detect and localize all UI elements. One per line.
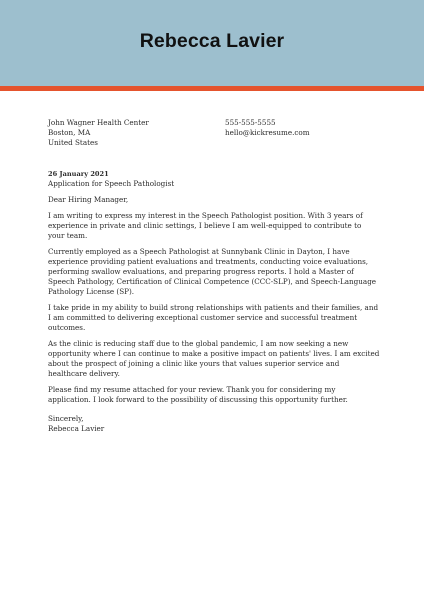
contact-info: [225, 118, 310, 138]
paragraph: As the clinic is reducing staff due to the global pandemic, I am now seeking a new opportunity where I can continue to make a positive impact on patients' lives. I am excited about the prospect of joining a clinic like yours that values superior service and healthcare delivery.: [48, 339, 380, 378]
greeting: Dear Hiring Manager,: [48, 195, 129, 204]
contact-phone: 555-555-5555: [225, 118, 276, 127]
recipient-country: United States: [48, 138, 98, 147]
paragraph: I am writing to express my interest in the Speech Pathologist position. With 3 years of experience in private and clinic settings, I believe I am well-equipped to contribute to your team.: [48, 211, 363, 240]
signature-name: Rebecca Lavier: [48, 424, 105, 433]
letter-date: 26 January 2021: [48, 170, 109, 178]
letter-body: [48, 195, 380, 434]
letter-subject: Application for Speech Pathologist: [48, 179, 175, 188]
closing: [48, 414, 380, 434]
date-block: [48, 169, 174, 189]
accent-bar: [0, 86, 424, 91]
applicant-name: Rebecca Lavier: [139, 30, 285, 52]
signoff: Sincerely,: [48, 414, 84, 423]
recipient-company: John Wagner Health Center: [48, 118, 149, 127]
recipient-city: Boston, MA: [48, 128, 91, 137]
paragraph: Currently employed as a Speech Pathologist at Sunnybank Clinic in Dayton, I have experience providing patient evaluations and treatments, conducting voice evaluations, performing swallow evaluations, and preparing progress reports. I hold a Master of Speech Pathology, Certification of Clinical Competence (CCC-SLP), and Speech-Language Pathology License (SP).: [48, 247, 377, 296]
paragraph: Please find my resume attached for your review. Thank you for considering my application. I look forward to the possibility of discussing this opportunity further.: [48, 385, 348, 404]
recipient-address: [48, 118, 149, 148]
paragraph: I take pride in my ability to build strong relationships with patients and their families, and I am committed to delivering exceptional customer service and successful treatment outcomes.: [48, 303, 379, 332]
contact-email: hello@kickresume.com: [225, 128, 310, 137]
